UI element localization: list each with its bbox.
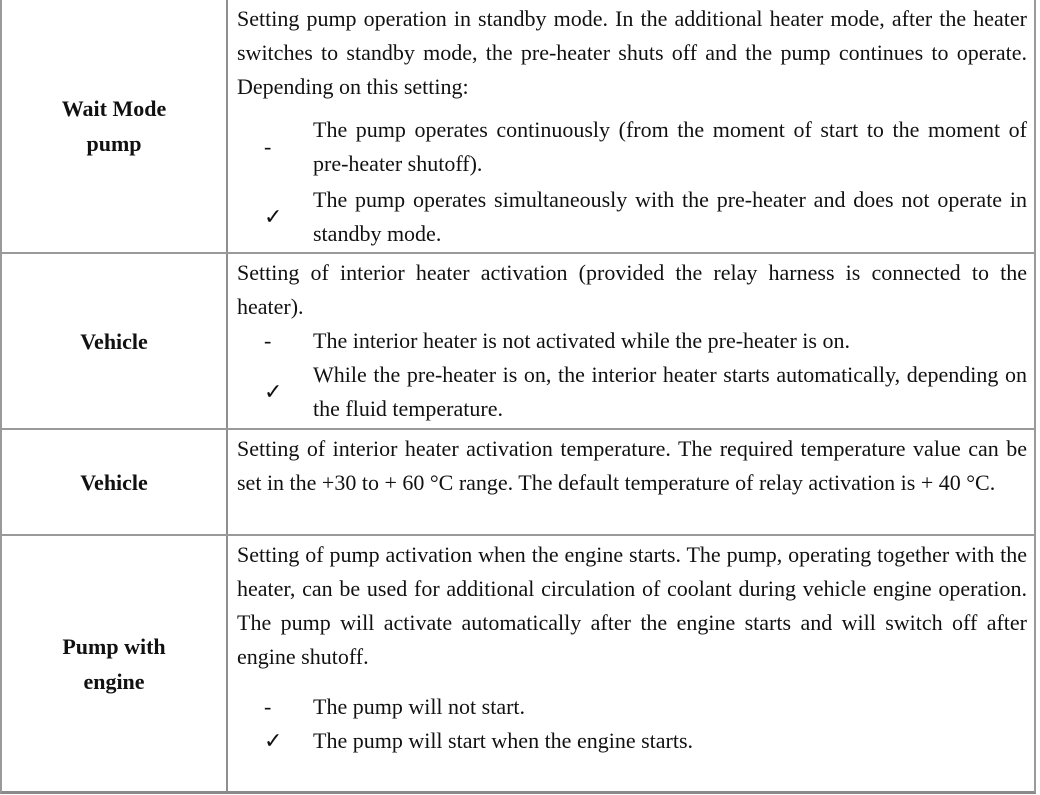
row-label-line: Wait Mode (61, 96, 167, 121)
table-row (2, 534, 1034, 791)
option-item (237, 724, 1027, 758)
option-text: The interior heater is not activated while the pre-heater is on. (313, 328, 850, 353)
dash-marker-icon: - (264, 328, 272, 353)
description-text: Setting pump operation in standby mode. In the additional heater mode, after the heater switches to standby mode, the pre-heater shuts off and the pump continues to operate. Depending on this setting: (237, 6, 1027, 99)
option-item (237, 358, 1027, 426)
table-row (2, 0, 1034, 252)
option-text: The pump will start when the engine starts. (313, 728, 694, 753)
row-description-cell (228, 254, 1034, 428)
row-label-line: Vehicle (80, 469, 148, 495)
row-label-line: pump (86, 131, 142, 156)
dash-marker-icon: - (264, 694, 272, 719)
option-item (237, 690, 1027, 724)
row-label-cell (2, 254, 228, 428)
option-text: While the pre-heater is on, the interior heater starts automatically, depending on the fluid temperature. (313, 362, 1027, 421)
option-text: The pump operates continuously (from the moment of start to the moment of pre-heater shutoff). (313, 117, 1027, 176)
row-label-cell (2, 0, 228, 252)
option-item (237, 113, 1027, 181)
description-text: Setting of interior heater activation (provided the relay harness is connected to the heater). (237, 260, 1027, 319)
option-item (237, 183, 1027, 251)
dash-marker-icon: - (264, 134, 272, 159)
row-description-cell (228, 0, 1034, 252)
description-text: Setting of interior heater activation temperature. The required temperature value can be set in the +30 to + 60 °C range. The default temperature of relay activation is + 40 °C. (237, 436, 1027, 495)
table-row (2, 252, 1034, 428)
row-description-cell (228, 430, 1034, 534)
options-list (237, 690, 1027, 758)
options-list (237, 113, 1027, 251)
option-text: The pump will not start. (313, 694, 526, 719)
checkmark-icon: ✓ (264, 204, 283, 229)
row-label-cell (2, 536, 228, 791)
table-row (2, 428, 1034, 534)
options-list (237, 324, 1027, 426)
option-item (237, 324, 1027, 358)
row-label-line: engine (83, 668, 145, 694)
row-label-line: Vehicle (80, 328, 148, 354)
option-text: The pump operates simultaneously with the pre-heater and does not operate in standby mode. (313, 187, 1027, 246)
row-description-cell (228, 536, 1034, 791)
checkmark-icon: ✓ (264, 379, 283, 404)
checkmark-icon: ✓ (264, 728, 283, 753)
row-label-cell (2, 430, 228, 534)
description-text: Setting of pump activation when the engine starts. The pump, operating together with the heater, can be used for additional circulation of coolant during vehicle engine operation. The pump will activate automatically after the engine starts and will switch off after engine shutoff. (237, 542, 1027, 669)
row-label-line: Pump with (62, 633, 166, 659)
